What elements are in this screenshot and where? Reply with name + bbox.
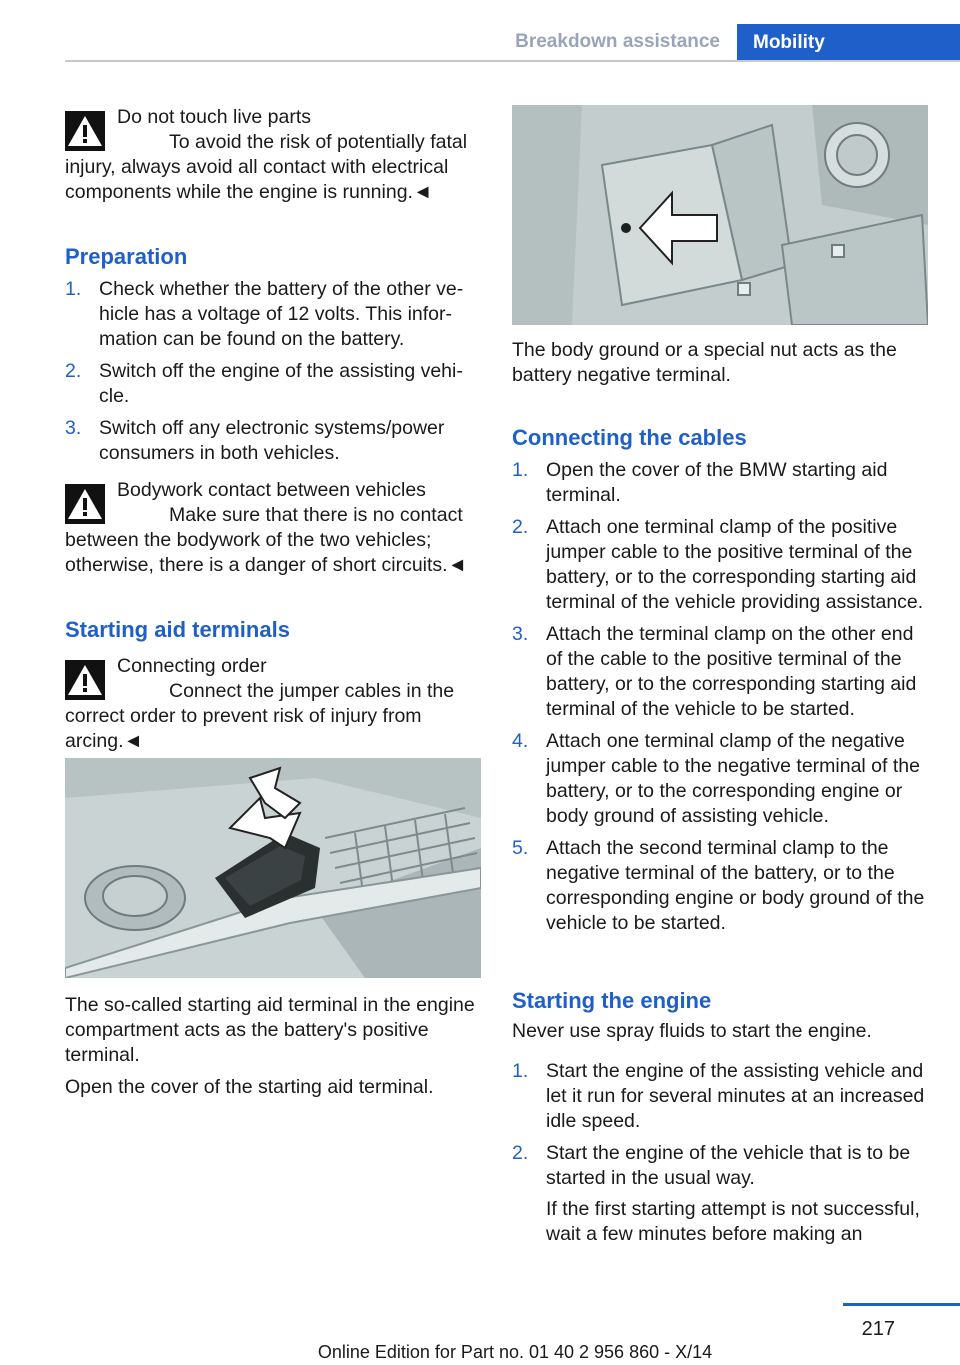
paragraph-intro: Never use spray fluids to start the engine.	[512, 1020, 872, 1042]
list-item: 2. Switch off the engine of the assisting vehicle.	[65, 360, 463, 407]
figure-caption: The so-called starting aid terminal in the engine compartment acts as the battery's positive terminal.	[65, 994, 475, 1066]
header-rule	[65, 60, 960, 62]
header-chapter-tab: Mobility	[737, 24, 960, 62]
starting-list	[512, 1059, 928, 1254]
paragraph-open-cover: Open the cover of the starting aid terminal.	[65, 1076, 434, 1098]
warning-connecting-order	[65, 654, 481, 754]
list-item: 1. Open the cover of the BMW starting aid terminal.	[512, 459, 888, 506]
list-item: 5. Attach the second terminal clamp to the negative terminal of the battery, or to the corresponding engine or body ground of the vehicle to be started.	[512, 837, 925, 934]
figure-caption: The body ground or a special nut acts as the battery negative terminal.	[512, 339, 897, 386]
warning-body: Make sure that there is no contact between the bodywork of the two vehicles; otherwise, there is a danger of short circuits.◄	[65, 504, 467, 576]
figure-body-ground	[512, 105, 928, 325]
list-item-note: If the first starting attempt is not successful, wait a few minutes before making an	[546, 1198, 920, 1245]
warning-title: Do not touch live parts	[117, 106, 312, 128]
page-number: 217	[861, 1318, 895, 1340]
heading-connecting-the-cables: Connecting the cables	[512, 425, 747, 450]
connecting-list	[512, 458, 928, 943]
footer-edition: Online Edition for Part no. 01 40 2 956 860 - X/14	[317, 1342, 713, 1362]
list-item: 3. Switch off any electronic systems/power consumers in both vehicles.	[65, 417, 445, 464]
warning-title: Bodywork contact between vehicles	[117, 479, 426, 501]
warning-triangle-icon	[65, 660, 105, 700]
warning-triangle-icon	[65, 111, 105, 151]
list-item: 2. Start the engine of the vehicle that is to be started in the usual way. If the first starting attempt is not successful, wait a few minutes before making an	[512, 1141, 928, 1247]
warning-body: To avoid the risk of potentially fatal injury, always avoid all contact with electrical components while the engine is running.◄	[65, 131, 468, 203]
header-section-title: Breakdown assistance	[515, 31, 720, 52]
figure-starting-aid-terminal	[65, 758, 481, 978]
preparation-list	[65, 277, 481, 473]
warning-body: Connect the jumper cables in the correct order to prevent risk of injury from arcing.◄	[65, 680, 455, 752]
heading-starting-aid-terminals: Starting aid terminals	[65, 617, 290, 642]
footer-rule	[843, 1303, 960, 1306]
list-item: 4. Attach one terminal clamp of the negative jumper cable to the negative terminal of the battery, or to the corresponding engine or body ground of assisting vehicle.	[512, 730, 920, 827]
heading-preparation: Preparation	[65, 244, 188, 269]
heading-starting-the-engine: Starting the engine	[512, 988, 712, 1013]
warning-triangle-icon	[65, 484, 105, 524]
body-ground-illustration	[512, 105, 928, 325]
warning-live-parts	[65, 105, 481, 205]
warning-bodywork-contact	[65, 478, 481, 578]
list-item: 2. Attach one terminal clamp of the positive jumper cable to the positive terminal of the battery, or to the corresponding starting aid terminal of the vehicle providing assistance.	[512, 516, 924, 613]
list-item: 1. Start the engine of the assisting vehicle and let it run for several minutes at an increased idle speed.	[512, 1060, 925, 1132]
list-item: 1. Check whether the battery of the other vehicle has a voltage of 12 volts. This information can be found on the battery.	[65, 278, 464, 350]
list-item: 3. Attach the terminal clamp on the other end of the cable to the positive terminal of the battery, or to the corresponding starting aid terminal of the vehicle to be started.	[512, 623, 917, 720]
warning-title: Connecting order	[117, 655, 267, 677]
engine-compartment-illustration	[65, 758, 481, 978]
